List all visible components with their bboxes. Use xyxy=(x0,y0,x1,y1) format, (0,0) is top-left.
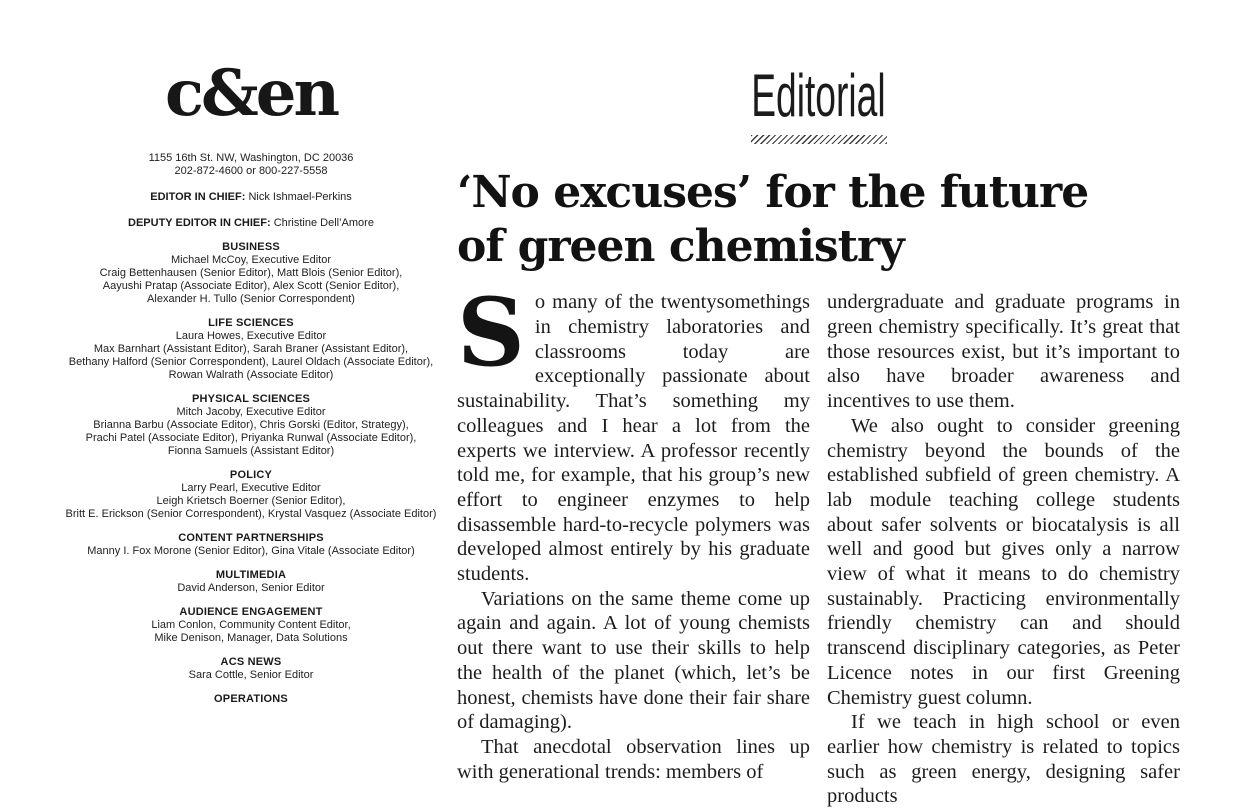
masthead-section xyxy=(55,656,447,682)
masthead-section-title: MULTIMEDIA xyxy=(215,569,287,581)
masthead-section xyxy=(55,393,447,458)
masthead-sections xyxy=(55,241,447,706)
masthead-staff-line: Laura Howes, Executive Editor xyxy=(175,330,327,342)
masthead-section-title: POLICY xyxy=(229,469,273,481)
drop-cap: S xyxy=(457,278,525,389)
article-column-left xyxy=(457,278,810,809)
article-paragraph: undergraduate and graduate programs in green chemistry specifically. It’s great that those resources exist, but it’s important to also have broader awareness and incentives to use them. xyxy=(827,291,1180,413)
phone-line: 202-872-4600 or 800-227-5558 xyxy=(174,165,328,177)
masthead-section-title: BUSINESS xyxy=(222,241,280,253)
masthead-staff-line: Larry Pearl, Executive Editor xyxy=(181,482,321,494)
masthead-staff-line: Liam Conlon, Community Content Editor, xyxy=(151,619,351,631)
article-column-right xyxy=(827,290,1180,809)
masthead-staff-line: Prachi Patel (Associate Editor), Priyanka Runwal (Associate Editor), xyxy=(85,432,417,444)
masthead-staff-line: Max Barnhart (Assistant Editor), Sarah Braner (Assistant Editor), xyxy=(93,343,409,355)
masthead-staff-line: Fionna Samuels (Assistant Editor) xyxy=(167,445,335,457)
masthead-staff-line: David Anderson, Senior Editor xyxy=(177,582,325,594)
masthead-section xyxy=(55,241,447,306)
hatched-rule xyxy=(751,135,887,144)
masthead-staff-line: Aayushi Pratap (Associate Editor), Alex Scott (Senior Editor), xyxy=(102,280,400,292)
masthead-address xyxy=(55,152,447,178)
masthead-section xyxy=(55,569,447,595)
masthead-section-title: OPERATIONS xyxy=(214,693,288,705)
deputy-editor-line xyxy=(55,217,447,230)
masthead-staff-line: Manny I. Fox Morone (Senior Editor), Gina Vitale (Associate Editor) xyxy=(87,545,415,557)
masthead-staff-line: Mitch Jacoby, Executive Editor xyxy=(176,406,326,418)
address-line: 1155 16th St. NW, Washington, DC 20036 xyxy=(148,152,354,164)
masthead-section-title: AUDIENCE ENGAGEMENT xyxy=(179,606,323,618)
masthead-section-title: ACS NEWS xyxy=(220,656,282,668)
article-paragraph: That anecdotal observation lines up with generational trends: members of xyxy=(457,736,810,783)
masthead-section xyxy=(55,532,447,558)
editor-in-chief-line xyxy=(55,191,447,204)
deputy-editor-name: Christine Dell’Amore xyxy=(270,217,374,229)
masthead-staff-line: Leigh Krietsch Boerner (Senior Editor), xyxy=(156,495,346,507)
masthead-section-title: PHYSICAL SCIENCES xyxy=(191,393,311,405)
masthead-section-title: LIFE SCIENCES xyxy=(208,317,294,329)
article-paragraph: If we teach in high school or even earlier how chemistry is related to topics such as green energy, designing safer products xyxy=(827,711,1180,808)
masthead-staff-line: Brianna Barbu (Associate Editor), Chris Gorski (Editor, Strategy), xyxy=(93,419,409,431)
masthead-section xyxy=(55,469,447,521)
masthead-staff-line: Michael McCoy, Executive Editor xyxy=(171,254,331,266)
masthead-staff-line: Alexander H. Tullo (Senior Correspondent) xyxy=(147,293,355,305)
article-columns xyxy=(457,278,1180,809)
masthead-sidebar xyxy=(55,0,447,706)
editor-in-chief-name: Nick Ishmael-Perkins xyxy=(245,191,352,203)
kicker-wrap xyxy=(457,62,1180,144)
masthead-section xyxy=(55,317,447,382)
editor-in-chief-label: EDITOR IN CHIEF: xyxy=(150,191,246,203)
article-paragraph: We also ought to consider greening chemistry beyond the bounds of the established subfield of green chemistry. A lab module teaching college students about safer solvents or biocatalysis is all well and good but gives only a narrow view of what it means to do chemistry sustainably. Practicing environmentally friendly chemistry can and should transcend disciplinary categories, as Peter Licence notes in our first Greening Chemistry guest column. xyxy=(827,414,1180,709)
masthead-staff-line: Mike Denison, Manager, Data Solutions xyxy=(154,632,348,644)
masthead-staff-line: Britt E. Erickson (Senior Correspondent), Krystal Vasquez (Associate Editor) xyxy=(65,508,437,520)
masthead-section-title: CONTENT PARTNERSHIPS xyxy=(178,532,324,544)
article-paragraph: So many of the twentysomethings in chemistry laboratories and classrooms today are exceptionally passionate about sustainability. That’s something my colleagues and I hear a lot from the experts we interview. A professor recently told me, for example, that his group’s new effort to engineer enzymes to help disassemble hard-to-recycle polymers was developed almost entirely by his graduate students. xyxy=(457,278,810,586)
section-kicker: Editorial xyxy=(751,62,886,129)
masthead-section xyxy=(55,606,447,645)
article-paragraph: Variations on the same theme come up again and again. A lot of young chemists out there want to use their skills to help the health of the planet (which, let’s be honest, chemists have done their fair share of damaging). xyxy=(457,587,810,734)
masthead-staff-line: Sara Cottle, Senior Editor xyxy=(188,669,314,681)
deputy-editor-label: DEPUTY EDITOR IN CHIEF: xyxy=(128,217,271,229)
masthead-staff-line: Bethany Halford (Senior Correspondent), Laurel Oldach (Associate Editor), xyxy=(68,356,434,368)
masthead-staff-line: Rowan Walrath (Associate Editor) xyxy=(168,369,334,381)
masthead-section xyxy=(55,693,447,706)
editorial-article xyxy=(457,0,1180,809)
cen-logo: c&en xyxy=(165,56,337,131)
article-headline: ‘No excuses’ for the future of green chemistry xyxy=(457,167,1089,272)
masthead-staff-line: Craig Bettenhausen (Senior Editor), Matt Blois (Senior Editor), xyxy=(99,267,403,279)
